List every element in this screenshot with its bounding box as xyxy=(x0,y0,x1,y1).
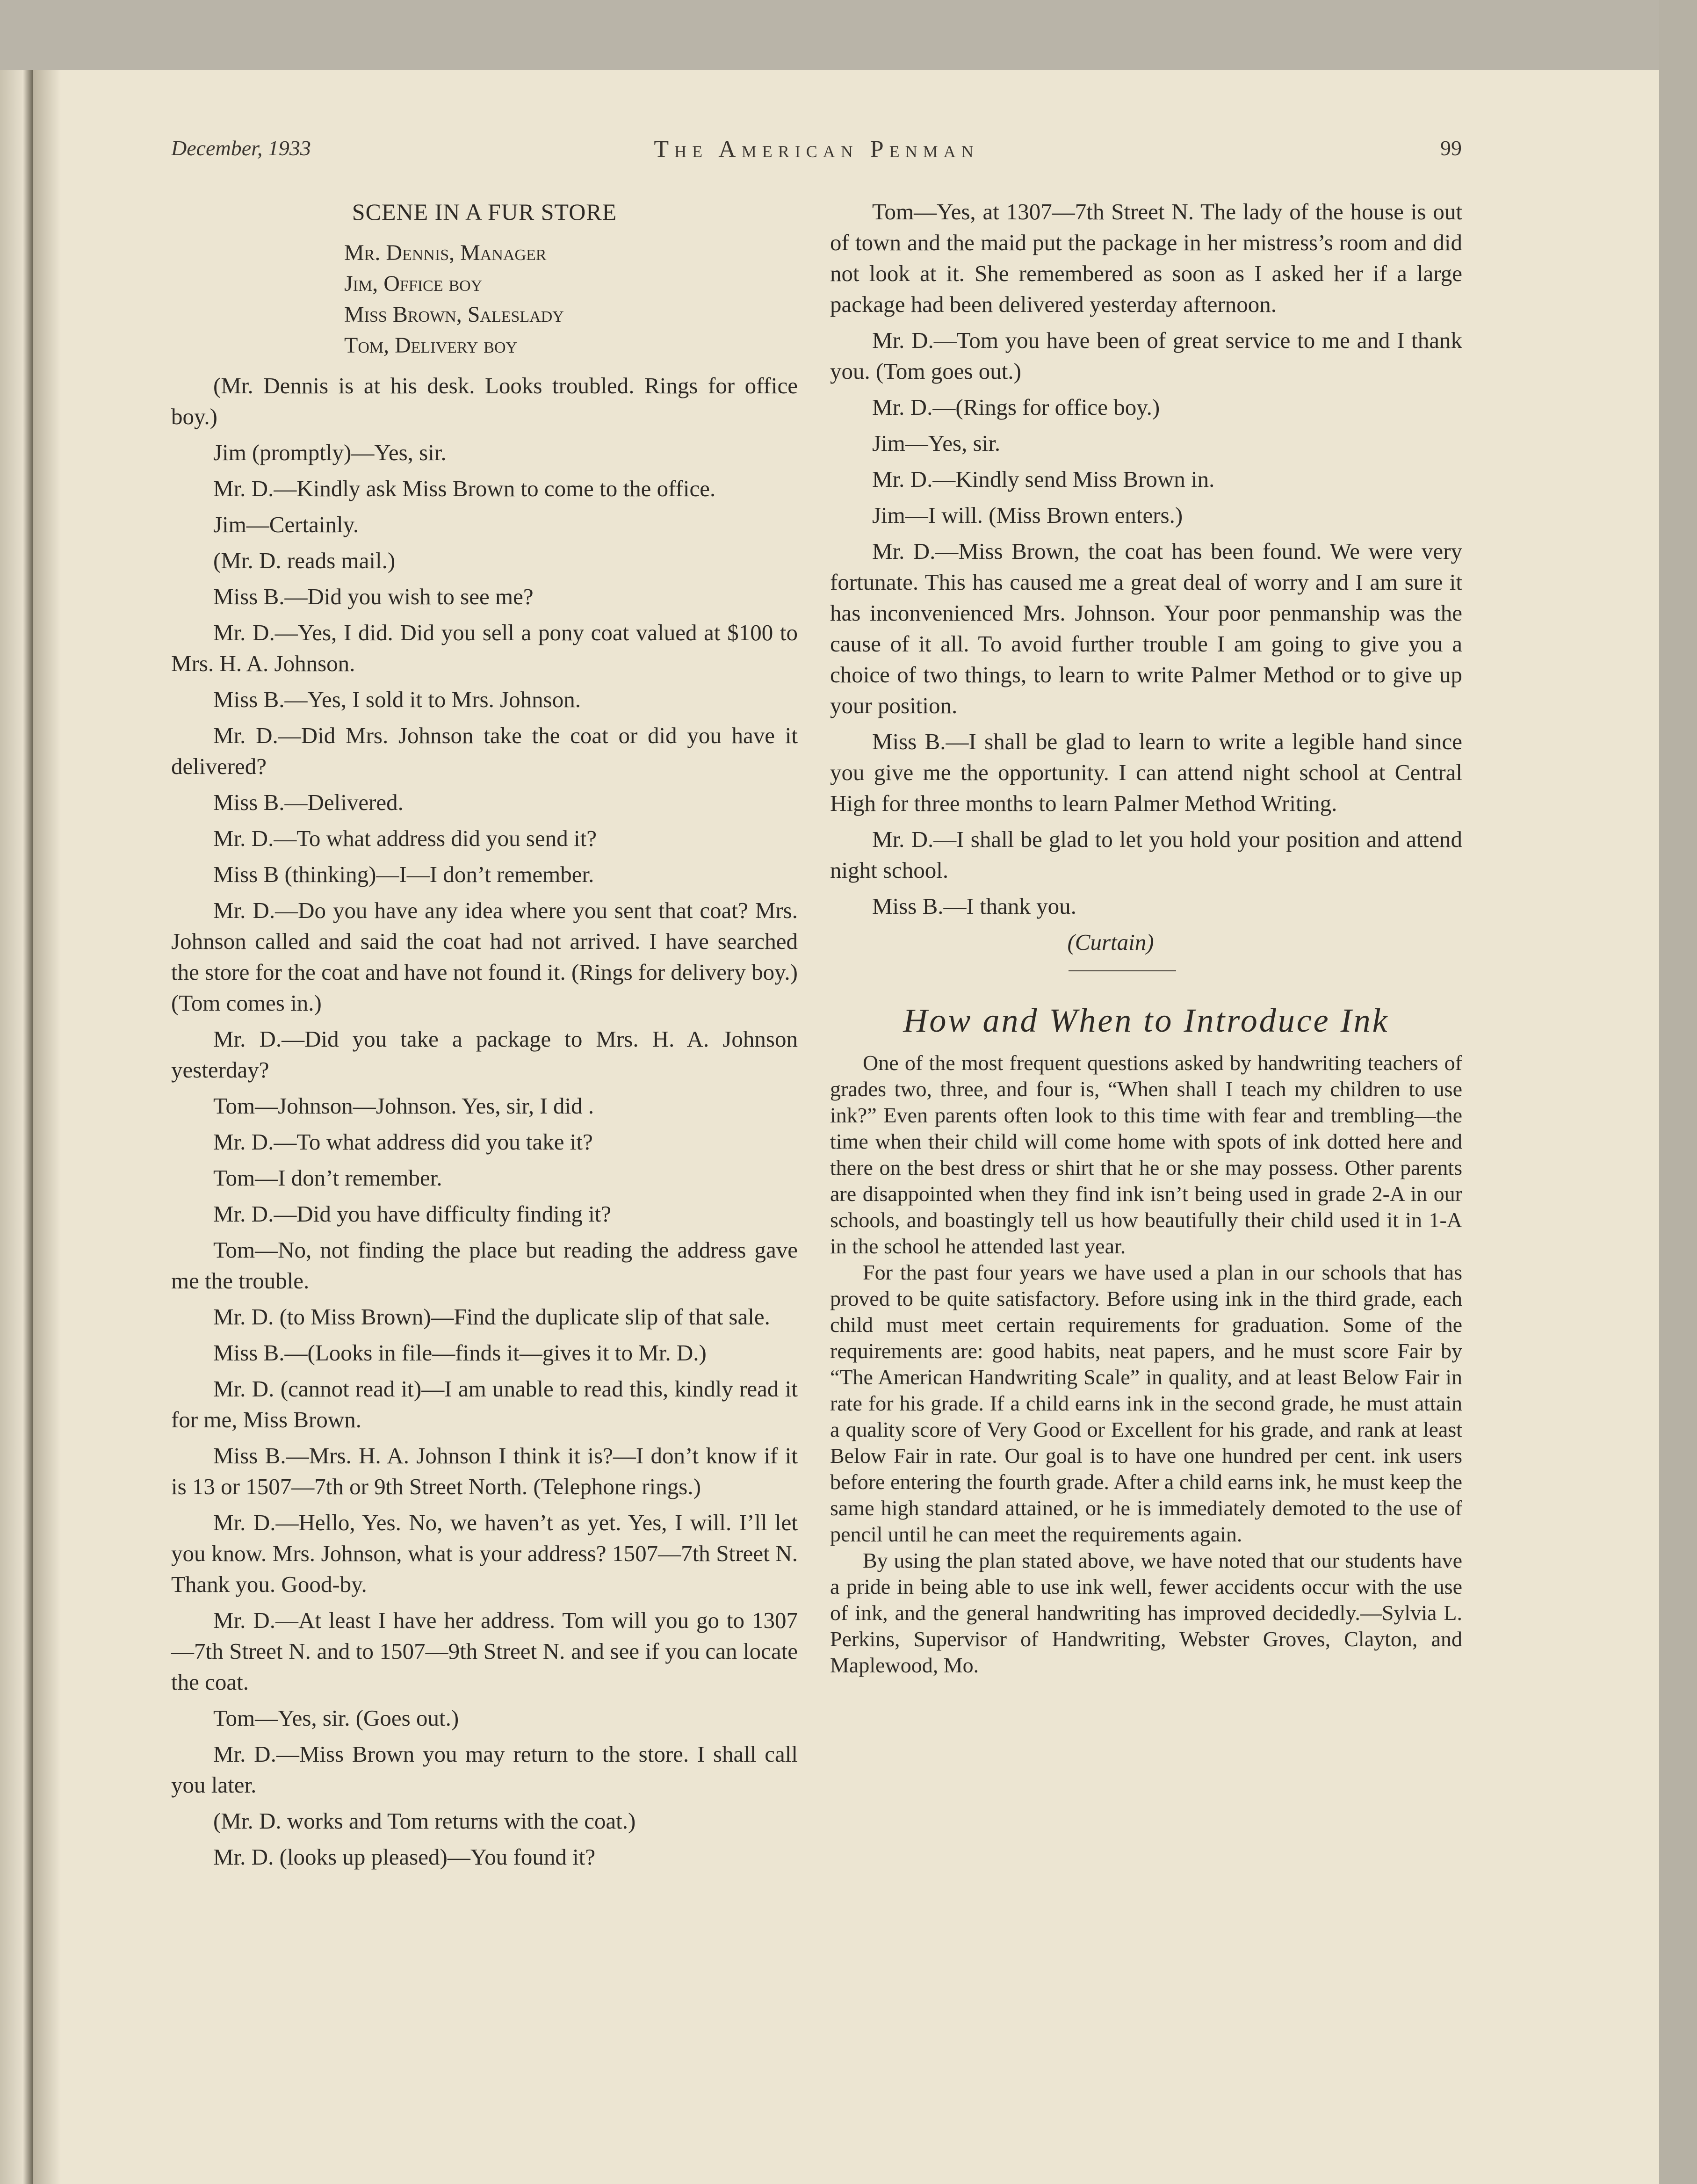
dialogue-line: Mr. D.—I shall be glad to let you hold your position and attend night school. xyxy=(830,826,1462,883)
dialogue-line: Miss B.—(Looks in file—finds it—gives it to Mr. D.) xyxy=(213,1340,707,1366)
left-column xyxy=(171,196,798,1878)
dialogue-line: Mr. D.—At least I have her address. Tom will you go to 1307—7th Street N. and to 1507—9th Street N. and see if you can locate the coat. xyxy=(171,1607,798,1695)
dialogue-line: Tom—No, not finding the place but reading the address gave me the trouble. xyxy=(171,1237,798,1294)
scan-backdrop-top xyxy=(0,0,1697,70)
curtain-line: (Curtain) xyxy=(1067,929,1154,955)
gutter-shadow xyxy=(33,70,61,2184)
dialogue-line: Miss B.—Yes, I sold it to Mrs. Johnson. xyxy=(213,687,581,712)
dialogue-line: Miss B (thinking)—I—I don’t remember. xyxy=(213,861,594,887)
dialogue-line: Mr. D.—Hello, Yes. No, we haven’t as yet. Yes, I will. I’ll let you know. Mrs. Johnson, what is your address? 1507—7th Street N. Thank you. Good-by. xyxy=(171,1510,798,1597)
article-body xyxy=(830,1050,1462,1678)
dialogue-line: Jim (promptly)—Yes, sir. xyxy=(213,440,447,465)
header-date: December, 1933 xyxy=(171,136,311,160)
dialogue-line: Mr. D.—To what address did you take it? xyxy=(213,1129,593,1155)
dialogue-line: Mr. D.—Miss Brown, the coat has been found. We were very fortunate. This has caused me a great deal of worry and I am sure it has inconvenienced Mrs. Johnson. Your poor penmanship was the cause of it all. To avoid further trouble I am going to give you a choice of two things, to learn to write Palmer Method or to give up your position. xyxy=(830,538,1462,718)
dialogue-line: Mr. D.—Kindly send Miss Brown in. xyxy=(872,466,1215,492)
article-paragraph: By using the plan stated above, we have noted that our students have a pride in being able to use ink well, fewer accidents occur with the use of ink, and the general handwriting has improved decidedly.—Sylvia L. Perkins, Supervisor of Handwriting, Webster Groves, Clayton, and Maplewood, Mo. xyxy=(830,1548,1462,1677)
cast-list xyxy=(344,238,798,361)
dialogue-line: Jim—Certainly. xyxy=(213,512,359,537)
right-column xyxy=(830,196,1462,1678)
dialogue-line: Miss B.—Delivered. xyxy=(213,789,404,815)
cast-member: Jim, Office boy xyxy=(344,271,483,296)
dialogue-line: Tom—I don’t remember. xyxy=(213,1165,442,1191)
dialogue-line: Tom—Yes, at 1307—7th Street N. The lady of the house is out of town and the maid put the package in her mistress’s room and did not look at it. She remembered as soon as I asked her if a large package had been delivered yesterday afternoon. xyxy=(830,199,1462,317)
cast-member: Miss Brown, Saleslady xyxy=(344,302,564,327)
scan-backdrop-right xyxy=(1659,0,1697,2184)
facing-page-edge xyxy=(0,70,33,2184)
dialogue-line: Mr. D.—Miss Brown you may return to the store. I shall call you later. xyxy=(171,1741,798,1798)
dialogue-line: (Mr. D. reads mail.) xyxy=(213,548,396,573)
dialogue-line: Mr. D.—Yes, I did. Did you sell a pony coat valued at $100 to Mrs. H. A. Johnson. xyxy=(171,620,798,676)
dialogue-line: Tom—Yes, sir. (Goes out.) xyxy=(213,1705,459,1731)
cast-member: Mr. Dennis, Manager xyxy=(344,240,547,265)
article-paragraph: For the past four years we have used a plan in our schools that has proved to be quite satisfactory. Before using ink in the third grade, each child must meet certain requirements for graduation. Some of the requirements are: good habits, neat papers, and he must score Fair by “The American Handwriting Scale” in quality, and at least Below Fair in rate for his grade. If a child earns ink in the second grade, he must attain a quality score of Very Good or Excellent for his grade, and rank at least Below Fair in rate. Our goal is to have one hundred per cent. ink users before entering the fourth grade. After a child earns ink, he must keep the same high standard attained, or he is immediately demoted to the use of pencil until he can meet the requirements again. xyxy=(830,1260,1462,1546)
dialogue-line: Mr. D.—(Rings for office boy.) xyxy=(872,394,1160,420)
dialogue-line: Jim—I will. (Miss Brown enters.) xyxy=(872,502,1183,528)
article-title: How and When to Introduce Ink xyxy=(903,1002,1389,1039)
dialogue-line: Mr. D.—Kindly ask Miss Brown to come to the office. xyxy=(213,476,716,501)
play-dialogue-left xyxy=(171,370,798,1873)
section-divider xyxy=(1069,970,1176,971)
dialogue-line: Tom—Johnson—Johnson. Yes, sir, I did . xyxy=(213,1093,594,1119)
article-paragraph: One of the most frequent questions asked by handwriting teachers of grades two, three, and four is, “When shall I teach my children to use ink?” Even parents often look to this time with fear and trembling—the time when their child will come home with spots of ink dotted here and there on the best dress or shirt that he or she may possess. Other parents are disappointed when they find ink isn’t being used in grade 2-A in our schools, and boastingly tell us how beautifully their child used it in 1-A in the school he attended last year. xyxy=(830,1051,1462,1258)
dialogue-line: Mr. D. (looks up pleased)—You found it? xyxy=(213,1844,596,1870)
dialogue-line: Mr. D.—To what address did you send it? xyxy=(213,825,597,851)
cast-member: Tom, Delivery boy xyxy=(344,333,518,358)
dialogue-line: Miss B.—Did you wish to see me? xyxy=(213,584,534,609)
play-dialogue-right xyxy=(830,196,1462,922)
dialogue-line: Miss B.—I shall be glad to learn to write a legible hand since you give me the opportunity. I can attend night school at Central High for three months to learn Palmer Method Writing. xyxy=(830,729,1462,816)
dialogue-line: (Mr. D. works and Tom returns with the coat.) xyxy=(213,1808,636,1834)
dialogue-line: Miss B.—Mrs. H. A. Johnson I think it is?—I don’t know if it is 13 or 1507—7th or 9th Street North. (Telephone rings.) xyxy=(171,1443,798,1499)
header-publication-title: The American Penman xyxy=(654,136,979,163)
dialogue-line: Mr. D.—Did you take a package to Mrs. H. A. Johnson yesterday? xyxy=(171,1026,798,1083)
dialogue-line: Mr. D.—Did you have difficulty finding it? xyxy=(213,1201,612,1227)
dialogue-line: Mr. D.—Do you have any idea where you sent that coat? Mrs. Johnson called and said the coat had not arrived. I have searched the store for the coat and have not found it. (Rings for delivery boy.) (Tom comes in.) xyxy=(171,897,798,1016)
dialogue-line: Mr. D.—Tom you have been of great service to me and I thank you. (Tom goes out.) xyxy=(830,327,1462,384)
dialogue-line: Miss B.—I thank you. xyxy=(872,893,1076,919)
header-page-number: 99 xyxy=(1440,136,1462,160)
dialogue-line: (Mr. Dennis is at his desk. Looks troubled. Rings for office boy.) xyxy=(171,373,798,429)
running-header xyxy=(171,136,1462,173)
dialogue-line: Mr. D.—Did Mrs. Johnson take the coat or did you have it delivered? xyxy=(171,723,798,779)
dialogue-line: Jim—Yes, sir. xyxy=(872,430,1001,456)
dialogue-line: Mr. D. (to Miss Brown)—Find the duplicate slip of that sale. xyxy=(213,1304,770,1330)
play-title: SCENE IN A FUR STORE xyxy=(352,199,617,225)
dialogue-line: Mr. D. (cannot read it)—I am unable to read this, kindly read it for me, Miss Brown. xyxy=(171,1376,798,1432)
